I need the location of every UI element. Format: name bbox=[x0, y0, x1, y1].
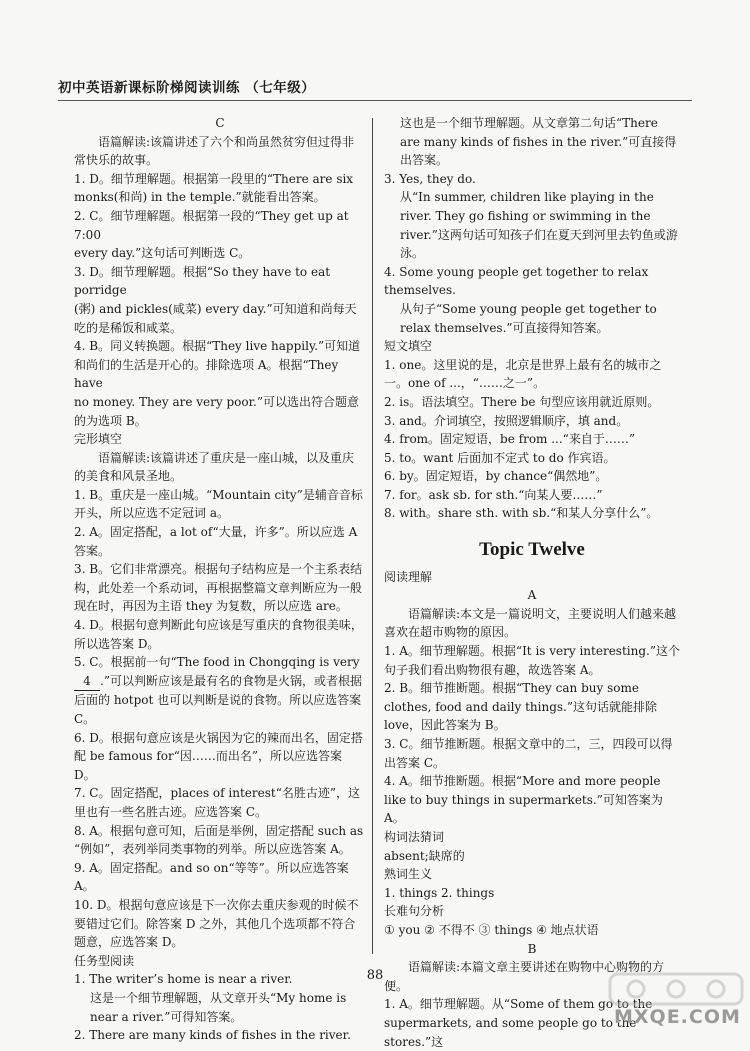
answer-item: 2. There are many kinds of fishes in the river. bbox=[74, 1028, 351, 1043]
answer-item: 2. A。固定搭配，a lot of“大量，许多”。所以应选 A 答案。 bbox=[74, 525, 358, 558]
answer-item: 2. B。细节推断题。根据“They can buy some clothes, food and daily things.”这句话就能排除 love，因此答案为 B。 bbox=[384, 681, 658, 733]
answer-item: 1. one。这里说的是，北京是世界上最有名的城市之一。one of ...，“……之一”。 bbox=[384, 357, 662, 391]
answer-line: (粥) and pickles(咸菜) every day.”可知道和尚每天吃的是稀饭和咸菜。 bbox=[74, 301, 357, 335]
header-rule bbox=[58, 100, 692, 101]
answer-item: 4. Some young people get together to relax themselves. bbox=[384, 264, 649, 298]
answer-item: 4. A。细节推断题。根据“More and more people like to buy things in supermarkets.”可知答案为 A。 bbox=[384, 774, 663, 826]
answer-item: 7. C。固定搭配，places of interest“名胜古迹”，这里也有一些名胜古迹。应选答案 C。 bbox=[74, 786, 360, 819]
vocab-line: 1. things 2. things bbox=[384, 885, 495, 900]
answer-item: 2. is。语法填空。There be 句型应该用就近原则。 bbox=[384, 394, 660, 409]
section-label-long: 长难句分析 bbox=[384, 904, 445, 919]
answer-item: 3. Yes, they do. bbox=[384, 171, 476, 186]
answer-explanation: 这也是一个细节理解题。从文章第二句话“There are many kinds of fishes in the river.”可直接得出答案。 bbox=[400, 116, 677, 168]
section-heading-b: B bbox=[527, 941, 537, 956]
answer-line: every day.”这句话可判断选 C。 bbox=[74, 246, 251, 261]
answer-item: 6. D。根据句意应该是火锅因为它的辣而出名，固定搭配 be famous for“因……而出名”，所以应选答案 D。 bbox=[74, 730, 363, 782]
answer-item: 1. A。细节理解题。从“Some of them go to the supermarkets, and some people go to the stores.”这 bbox=[384, 997, 653, 1049]
answer-text: 5. C。根据前一句“The food in Chongqing is very bbox=[74, 655, 360, 670]
answer-item: 6. by。固定短语，by chance“偶然地”。 bbox=[384, 469, 608, 484]
left-column bbox=[74, 114, 366, 1045]
answer-line: 3. D。细节理解题。根据“So they have to eat porridge bbox=[74, 264, 331, 298]
right-column bbox=[384, 114, 680, 1051]
answer-item: 3. and。介词填空，按照逻辑顺序，填 and。 bbox=[384, 413, 629, 428]
answer-item: 9. A。固定搭配。and so on“等等”。所以应选答案 A。 bbox=[74, 860, 349, 894]
answer-item: 5. to。want 后面加不定式 to do 作宾语。 bbox=[384, 450, 616, 465]
passage-intro: 语篇解读:该篇讲述了六个和尚虽然贫穷但过得非常快乐的故事。 bbox=[74, 134, 355, 168]
answer-item: 7. for。ask sb. for sth.“向某人要……” bbox=[384, 487, 603, 502]
blank-number: 4 bbox=[74, 672, 100, 692]
section-label-short: 短文填空 bbox=[384, 339, 433, 354]
answer-line: no money. They are very poor.”可以选出符合题意的为选项 B。 bbox=[74, 394, 359, 428]
answer-item: 1. B。重庆是一座山城。“Mountain city”是辅音音标开头，所以应选不定冠词 a。 bbox=[74, 487, 363, 521]
answer-text: .”可以判断应该是最有名的食物是火锅，或者根据后面的 hotpot 也可以判断是说的食物。所以应选答案 C。 bbox=[74, 673, 362, 726]
answer-item: 3. C。细节推断题。根据文章中的二，三，四段可以得出答案 C。 bbox=[384, 737, 673, 770]
answer-line: monks(和尚) in the temple.”就能看出答案。 bbox=[74, 190, 326, 205]
answer-line: 4. B。同义转换题。根据“They live happily.”可知道和尚们的生活是开心的。排除选项 A。根据“They have bbox=[74, 339, 361, 391]
answer-item: 8. A。根据句意可知，后面是举例，固定搭配 such as “例如”，表列举同类事物的列举。所以应选答案 A。 bbox=[74, 823, 364, 857]
passage-intro: 语篇解读:本文是一篇说明文，主要说明人们越来越喜欢在超市购物的原因。 bbox=[384, 606, 677, 640]
answer-item: 4. D。根据句意判断此句应该是写重庆的食物很美味，所以选答案 D。 bbox=[74, 618, 363, 651]
section-heading-a: A bbox=[527, 588, 537, 603]
answer-explanation: 从“In summer, children like playing in the river. They go fishing or swimming in the river.”这两句话可知孩子们在夏天到河里去钓鱼或游泳。 bbox=[400, 190, 678, 261]
answer-item: 1. The writer’s home is near a river. bbox=[74, 972, 293, 987]
vocab-line: absent;缺席的 bbox=[384, 848, 465, 863]
page-number: 88 bbox=[366, 968, 384, 983]
answer-line: 1. D。细节理解题。根据第一段里的“There are six bbox=[74, 171, 354, 186]
section-label-task: 任务型阅读 bbox=[74, 953, 135, 968]
section-label-reading: 阅读理解 bbox=[384, 569, 433, 584]
answer-item: 8. with。share sth. with sb.“和某人分享什么”。 bbox=[384, 506, 659, 521]
answer-explanation: 这是一个细节理解题，从文章开头“My home is near a river.”可得知答案。 bbox=[90, 990, 347, 1024]
section-label-familiar: 熟词生义 bbox=[384, 867, 433, 882]
section-heading-c: C bbox=[215, 116, 225, 130]
watermark-text: MXQE.COM bbox=[614, 1006, 741, 1028]
answer-item: 4. from。固定短语，be from ...“来自于……” bbox=[384, 432, 635, 447]
answer-line: 2. C。细节理解题。根据第一段的“They get up at 7:00 bbox=[74, 208, 349, 242]
vocab-line: ① you ② 不得不 ③ things ④ 地点状语 bbox=[384, 922, 599, 937]
passage-intro: 语篇解读:本篇文章主要讲述在购物中心购物的方便。 bbox=[384, 960, 665, 993]
answer-item bbox=[74, 653, 366, 728]
column-divider bbox=[372, 118, 373, 954]
answer-explanation: 从句子“Some young people get together to relax themselves.”可直接得知答案。 bbox=[400, 301, 657, 335]
answer-item: 1. A。细节理解题。根据“It is very interesting.”这个句子我们看出购物很有趣，故选答案 A。 bbox=[384, 644, 680, 677]
answer-item: 3. B。它们非常漂亮。根据句子结构应是一个主系表结构，此处差一个系动词，再根据整篇文章判断应为一般现在时，再因为主语 they 为复数，所以应选 are。 bbox=[74, 562, 363, 614]
answer-item: 10. D。根据句意应该是下一次你去重庆参观的时候不要错过它们。除答案 D 之外，其他几个选项都不符合题意，应选答案 D。 bbox=[74, 897, 359, 950]
passage-intro: 语篇解读:该篇讲述了重庆是一座山城，以及重庆的美食和风景圣地。 bbox=[74, 450, 355, 484]
section-label-guess: 构词法猜词 bbox=[384, 829, 445, 844]
running-header: 初中英语新课标阶梯阅读训练 （七年级） bbox=[58, 80, 316, 96]
section-label-cloze: 完形填空 bbox=[74, 432, 123, 447]
topic-title: Topic Twelve bbox=[479, 539, 585, 561]
